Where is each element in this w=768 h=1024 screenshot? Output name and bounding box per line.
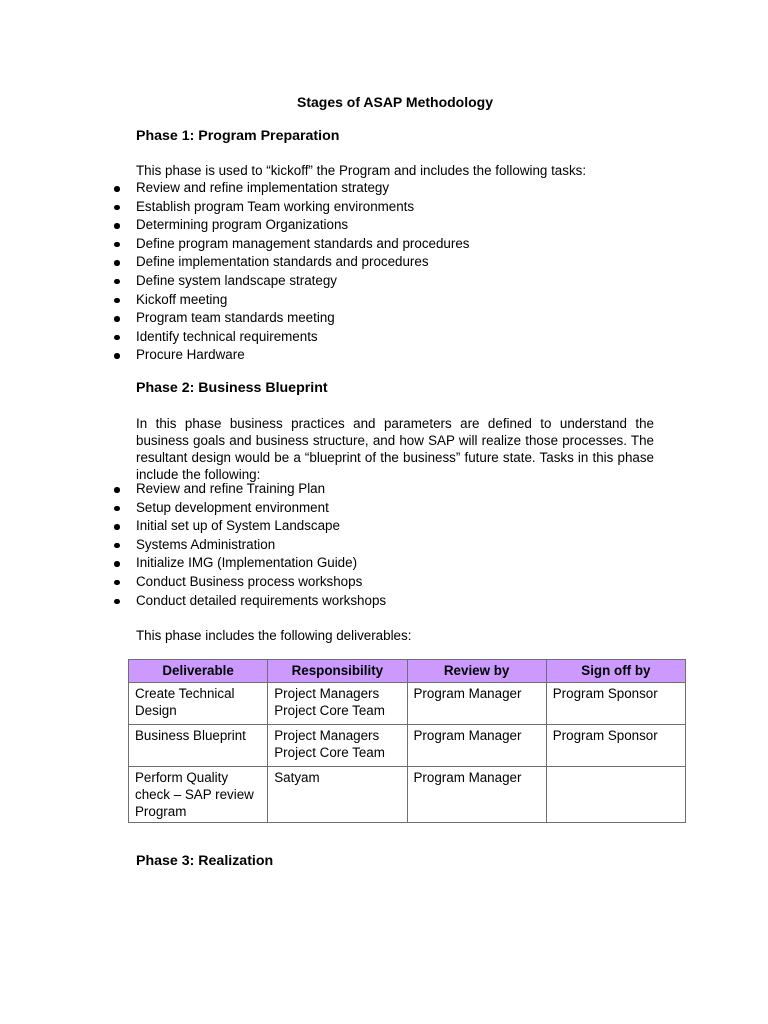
responsibility-line: Project Core Team <box>274 703 385 718</box>
list-item: Kickoff meeting <box>108 291 469 310</box>
list-item: Identify technical requirements <box>108 328 469 347</box>
list-item: Review and refine implementation strategy <box>108 179 469 198</box>
list-item: Establish program Team working environments <box>108 198 469 217</box>
list-item: Review and refine Training Plan <box>108 480 386 499</box>
table-row <box>129 725 686 767</box>
list-item: Determining program Organizations <box>108 216 469 235</box>
list-item: Conduct Business process workshops <box>108 573 386 592</box>
header-review-by: Review by <box>407 660 546 683</box>
list-item: Initialize IMG (Implementation Guide) <box>108 554 386 573</box>
header-sign-off-by: Sign off by <box>546 660 685 683</box>
cell-responsibility <box>268 683 407 725</box>
cell-sign-off-by: Program Sponsor <box>546 683 685 725</box>
responsibility-line: Project Core Team <box>274 745 385 760</box>
list-item: Define program management standards and procedures <box>108 235 469 254</box>
phase2-task-list <box>108 480 386 610</box>
header-deliverable: Deliverable <box>129 660 268 683</box>
table-row <box>129 767 686 823</box>
list-item: Setup development environment <box>108 499 386 518</box>
cell-responsibility <box>268 767 407 823</box>
responsibility-line: Project Managers <box>274 686 380 701</box>
phase1-heading: Phase 1: Program Preparation <box>136 128 340 144</box>
cell-deliverable: Create Technical Design <box>129 683 268 725</box>
table-row <box>129 683 686 725</box>
list-item: Program team standards meeting <box>108 309 469 328</box>
list-item: Procure Hardware <box>108 346 469 365</box>
phase2-intro: In this phase business practices and parameters are defined to understand the business goals and business structure, and how SAP will realize those processes. The resultant design would be a “blueprint of the business” future state. Tasks in this phase include the following: <box>136 416 654 482</box>
list-item: Define implementation standards and procedures <box>108 253 469 272</box>
list-item: Define system landscape strategy <box>108 272 469 291</box>
cell-review-by: Program Manager <box>407 683 546 725</box>
responsibility-line: Project Managers <box>274 728 380 743</box>
responsibility-line: Satyam <box>274 770 320 785</box>
cell-sign-off-by <box>546 767 685 823</box>
phase2-heading: Phase 2: Business Blueprint <box>136 380 328 396</box>
cell-review-by: Program Manager <box>407 767 546 823</box>
cell-sign-off-by: Program Sponsor <box>546 725 685 767</box>
phase1-intro: This phase is used to “kickoff” the Program and includes the following tasks: <box>136 163 587 178</box>
cell-deliverable: Perform Quality check – SAP review Program <box>129 767 268 823</box>
cell-deliverable: Business Blueprint <box>129 725 268 767</box>
cell-responsibility <box>268 725 407 767</box>
cell-review-by: Program Manager <box>407 725 546 767</box>
deliverables-intro: This phase includes the following deliverables: <box>136 628 412 643</box>
phase3-heading: Phase 3: Realization <box>136 853 274 869</box>
page-title: Stages of ASAP Methodology <box>296 94 493 110</box>
list-item: Systems Administration <box>108 536 386 555</box>
table-header-row <box>129 660 686 683</box>
deliverables-table <box>128 659 686 823</box>
header-responsibility: Responsibility <box>268 660 407 683</box>
list-item: Conduct detailed requirements workshops <box>108 592 386 611</box>
phase1-task-list <box>108 179 469 365</box>
list-item: Initial set up of System Landscape <box>108 517 386 536</box>
